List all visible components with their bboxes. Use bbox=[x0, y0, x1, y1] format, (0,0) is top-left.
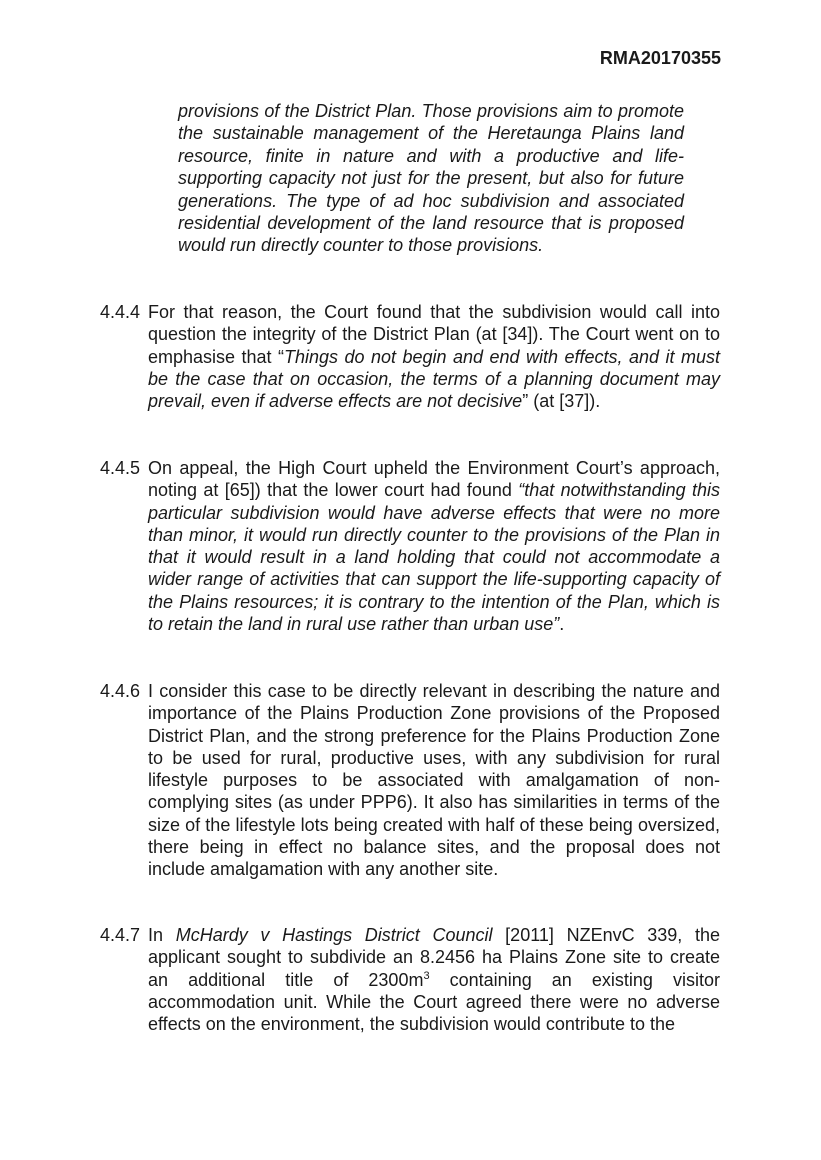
quoted-text: “that notwithstanding this particular subdivision would have adverse effects that were no more than minor, it would run directly counter to the provisions of the Plan in that it would result in a land holding that could not accommodate a wider range of activities that can support the life-supporting capacity of the Plains resources; it is contrary to the intention of the Plan, which is to retain the land in rural use rather than urban use” bbox=[148, 480, 720, 635]
document-reference: RMA20170355 bbox=[599, 48, 721, 68]
paragraph-body: I consider this case to be directly relevant in describing the nature and importance of the Plains Production Zone provisions of the Proposed District Plan, and the strong preference for the Plains Production Zone to be used for rural, productive uses, with any subdivision for rural lifestyle purposes to be associated with amalgamation of non-complying sites (as under PPP6). It also has similarities in terms of the size of the lifestyle lots being created with half of these being oversized, there being in effect no balance sites, and the proposal does not include amalgamation with any another site. bbox=[148, 681, 720, 880]
paragraph-number: 4.4.7 bbox=[100, 925, 141, 945]
paragraph-4-4-6 bbox=[100, 680, 720, 881]
quoted-text: Things do not begin and end with effects, and it must be the case that on occasion, the terms of a planning document may prevail, even if adverse effects are not decisive bbox=[148, 346, 720, 412]
superscript: 3 bbox=[423, 969, 430, 982]
text-segment: containing an existing visitor accommodation unit. While the Court agreed there were no adverse effects on the environment, the subdivision would contribute to the bbox=[148, 969, 720, 1035]
paragraph-4-4-7 bbox=[100, 924, 720, 1035]
paragraph-number: 4.4.4 bbox=[100, 302, 141, 322]
paragraph-body bbox=[148, 457, 720, 635]
paragraph-number: 4.4.5 bbox=[100, 458, 141, 478]
case-name: McHardy v Hastings District Council bbox=[175, 925, 493, 945]
paragraph-4-4-5 bbox=[100, 457, 720, 635]
text-segment: [2011] NZEnvC 339, the applicant sought to subdivide an 8.2456 ha Plains Zone site to create an additional title of 2300m bbox=[148, 925, 721, 990]
paragraph-4-4-4 bbox=[100, 301, 720, 412]
text-segment: . bbox=[559, 614, 565, 635]
paragraph-body bbox=[148, 924, 720, 1035]
paragraph-number: 4.4.6 bbox=[100, 681, 141, 701]
text-segment: On appeal, the High Court upheld the Environment Court’s approach, noting at [65]) that the lower court had found bbox=[148, 458, 720, 501]
text-segment: ” (at [37]). bbox=[522, 391, 601, 412]
quoted-passage: provisions of the District Plan. Those provisions aim to promote the sustainable management of the Heretaunga Plains land resource, finite in nature and with a productive and life-supporting capacity not just for the present, but also for future generations. The type of ad hoc subdivision and associated residential development of the land resource that is proposed would run directly counter to those provisions. bbox=[178, 101, 684, 256]
text-segment: For that reason, the Court found that the subdivision would call into question the integrity of the District Plan (at [34]). The Court went on to emphasise that “ bbox=[148, 302, 720, 367]
text-segment: In bbox=[148, 925, 176, 945]
paragraph-body bbox=[148, 301, 720, 412]
